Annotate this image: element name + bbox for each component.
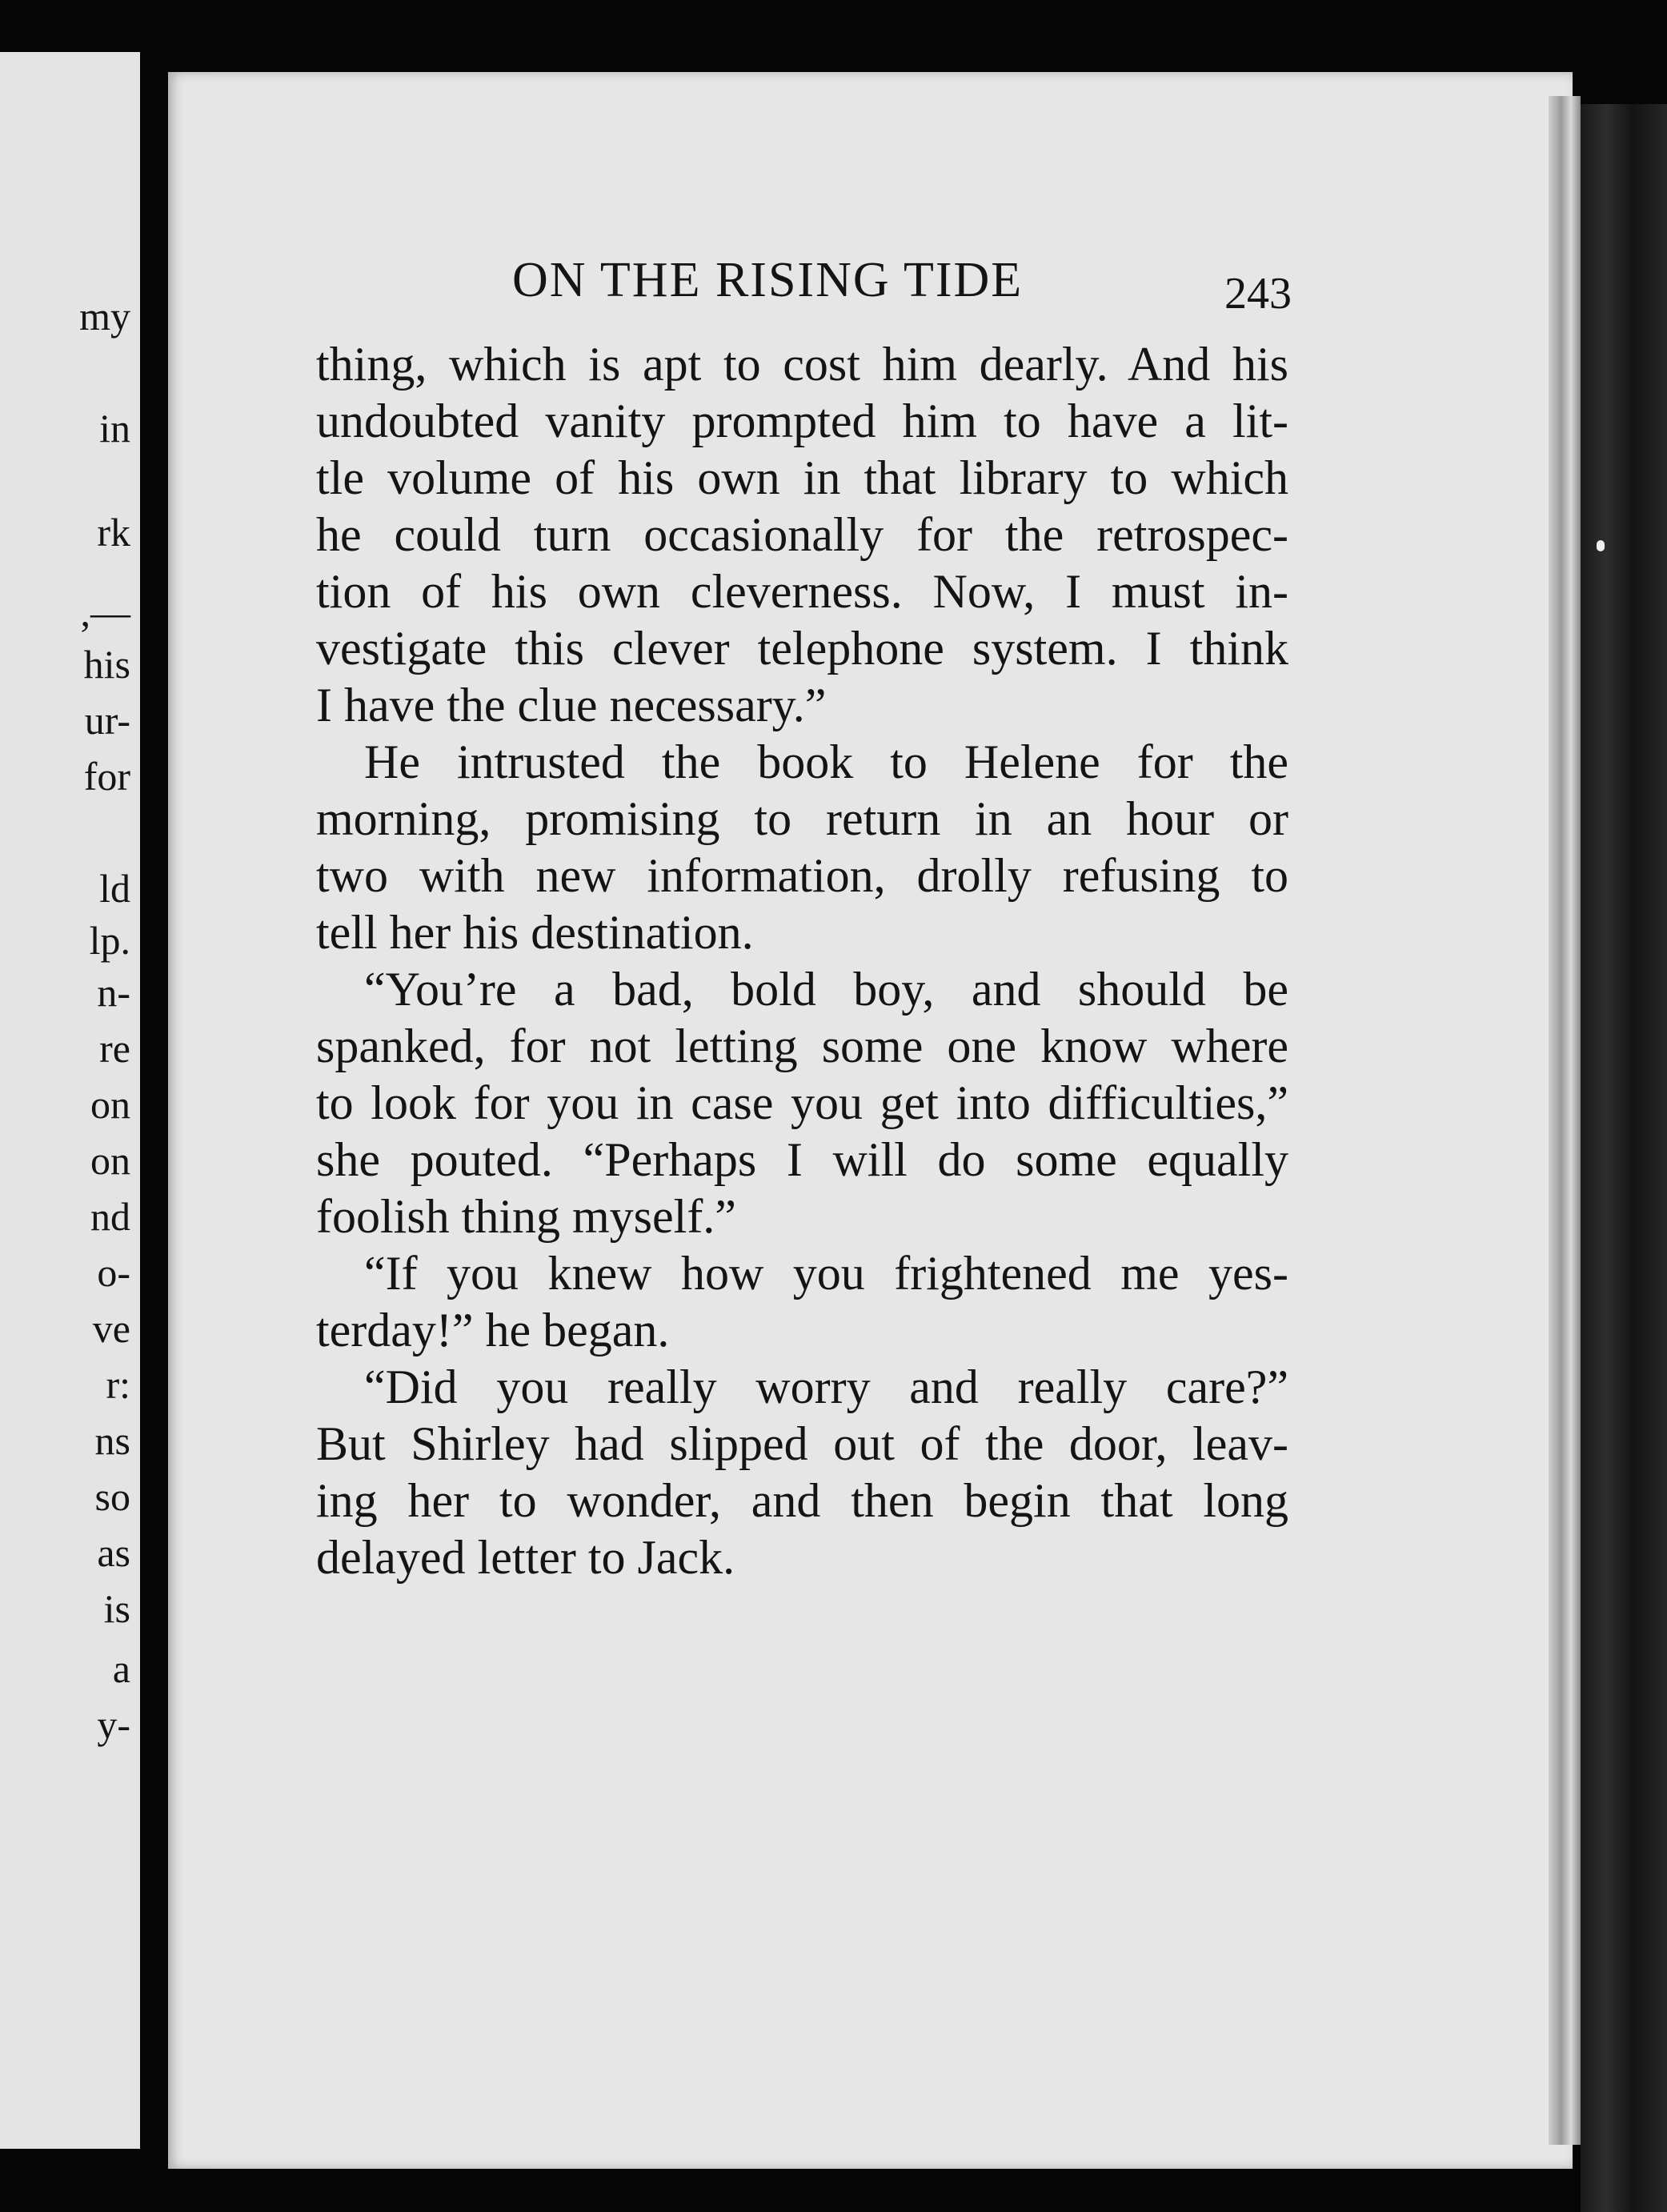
- text-line: tion of his own cleverness. Now, I must in-: [316, 565, 1288, 618]
- left-page-fragment: ve: [92, 1306, 130, 1351]
- left-page-fragment: re: [99, 1026, 130, 1071]
- page-edges: [1549, 96, 1581, 2145]
- text-line: “Did you really worry and really care?”: [364, 1360, 1288, 1413]
- text-line: “You’re a bad, bold boy, and should be: [364, 963, 1288, 1016]
- text-line: she pouted. “Perhaps I will do some equally: [316, 1133, 1288, 1186]
- text-line: He intrusted the book to Helene for the: [364, 735, 1288, 788]
- book-spine: [1581, 104, 1667, 2212]
- text-line: to look for you in case you get into difficulties,”: [316, 1076, 1288, 1129]
- spine-mark: [1597, 540, 1605, 551]
- left-page-fragment: ur-: [84, 698, 130, 743]
- text-line: foolish thing myself.”: [316, 1190, 736, 1243]
- paragraph: [316, 961, 1288, 1245]
- left-page-fragment: ns: [94, 1418, 130, 1463]
- left-page-fragment: rk: [97, 510, 130, 555]
- left-page-fragment: a: [112, 1646, 130, 1691]
- paragraph: [316, 1359, 1288, 1586]
- left-page-fragment: for: [83, 754, 130, 799]
- left-page-fragment: on: [90, 1082, 130, 1127]
- text-line: spanked, for not letting some one know where: [316, 1020, 1288, 1072]
- text-line: tle volume of his own in that library to which: [316, 451, 1288, 504]
- left-page-fragment: o-: [97, 1250, 130, 1295]
- left-page-fragment: n-: [97, 970, 130, 1015]
- text-line: he could turn occasionally for the retrospec-: [316, 508, 1288, 561]
- text-line: terday!” he began.: [316, 1304, 670, 1356]
- text-line: “If you knew how you frightened me yes-: [364, 1247, 1288, 1300]
- left-page-fragment: is: [103, 1586, 130, 1631]
- page-number: 243: [1224, 269, 1292, 319]
- paragraph: [316, 1245, 1288, 1359]
- left-page-fragment: as: [97, 1530, 130, 1575]
- left-page-fragment: ld: [99, 866, 130, 911]
- text-line: ing her to wonder, and then begin that long: [316, 1474, 1288, 1527]
- text-line: I have the clue necessary.”: [316, 679, 827, 731]
- text-line: vestigate this clever telephone system. I think: [316, 622, 1288, 675]
- text-line: undoubted vanity prompted him to have a lit-: [316, 395, 1288, 447]
- left-page-fragment: lp.: [89, 918, 130, 963]
- text-line: morning, promising to return in an hour or: [316, 792, 1288, 845]
- left-page-fragment: nd: [90, 1194, 130, 1239]
- left-page-fragment: his: [83, 642, 130, 687]
- left-page-fragment: my: [79, 294, 130, 339]
- left-page-fragment: y-: [97, 1702, 130, 1747]
- paragraph: [316, 734, 1288, 961]
- body-text: [316, 336, 1288, 1586]
- text-line: But Shirley had slipped out of the door, leav-: [316, 1417, 1288, 1470]
- left-page-fragment: ,—: [80, 590, 130, 635]
- left-page: [0, 52, 140, 2149]
- text-line: delayed letter to Jack.: [316, 1531, 735, 1584]
- text-line: thing, which is apt to cost him dearly. And his: [316, 338, 1288, 391]
- left-page-fragment: so: [94, 1474, 130, 1519]
- paragraph: [316, 336, 1288, 734]
- left-page-fragment: in: [99, 406, 130, 451]
- left-page-fragment: on: [90, 1138, 130, 1183]
- running-head: ON THE RISING TIDE: [512, 253, 1024, 307]
- text-line: tell her his destination.: [316, 906, 754, 959]
- text-line: two with new information, drolly refusing to: [316, 849, 1288, 902]
- left-page-fragment: r:: [106, 1362, 130, 1407]
